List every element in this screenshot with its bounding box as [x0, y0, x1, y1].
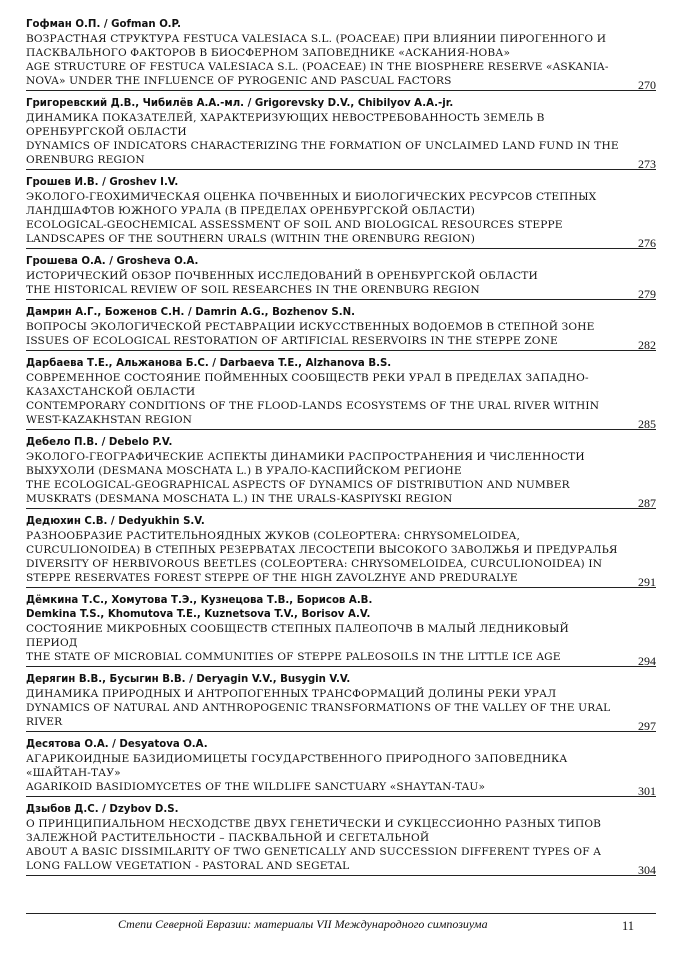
- entry-authors: Дебело П.В. / Debelo P.V.: [26, 437, 173, 448]
- entry-page-number: 304: [638, 863, 656, 877]
- entry-authors: Гофман О.П. / Gofman O.P.: [26, 19, 181, 30]
- entry-authors: Грошева О.А. / Grosheva O.A.: [26, 256, 199, 267]
- entry-title-ru: ДИНАМИКА ПРИРОДНЫХ И АНТРОПОГЕННЫХ ТРАНСФОРМАЦИЙ ДОЛИНЫ РЕКИ УРАЛ: [26, 688, 557, 700]
- entry-title-en: AGE STRUCTURE OF FESTUCA VALESIACA S.L. (POACEAE) IN THE BIOSPHERE RESERVE «ASKANIA-NOVA» UNDER THE INFLUENCE OF PYROGENIC AND PASCUAL FACTORS: [26, 61, 609, 87]
- table-of-contents: [26, 18, 656, 882]
- entry-authors: Дедюхин С.В. / Dedyukhin S.V.: [26, 516, 205, 527]
- entry-authors: Григоревский Д.В., Чибилёв А.А.-мл. / Grigorevsky D.V., Chibilyov A.A.-jr.: [26, 98, 454, 109]
- toc-entry: [26, 594, 656, 667]
- toc-entry: [26, 357, 656, 430]
- entry-title-en: THE ECOLOGICAL-GEOGRAPHICAL ASPECTS OF DYNAMICS OF DISTRIBUTION AND NUMBER MUSKRATS (DESMANA MOSCHATA L.) IN THE URALS-KASPIYSKI REGION: [26, 479, 570, 505]
- toc-entry: [26, 176, 656, 249]
- entry-page-number: 294: [638, 654, 656, 668]
- entry-title-en: DYNAMICS OF INDICATORS CHARACTERIZING THE FORMATION OF UNCLAIMED LAND FUND IN THE ORENBURG REGION: [26, 140, 619, 166]
- entry-page-number: 297: [638, 719, 656, 733]
- toc-entry: [26, 738, 656, 797]
- toc-entry: [26, 436, 656, 509]
- entry-title-ru: СОСТОЯНИЕ МИКРОБНЫХ СООБЩЕСТВ СТЕПНЫХ ПАЛЕОПОЧВ В МАЛЫЙ ЛЕДНИКОВЫЙ ПЕРИОД: [26, 623, 569, 649]
- entry-title-ru: ВОПРОСЫ ЭКОЛОГИЧЕСКОЙ РЕСТАВРАЦИИ ИСКУССТВЕННЫХ ВОДОЕМОВ В СТЕПНОЙ ЗОНЕ: [26, 321, 595, 333]
- entry-title-en: CONTEMPORARY CONDITIONS OF THE FLOOD-LANDS ECOSYSTEMS OF THE URAL RIVER WITHIN WEST-KAZAKHSTAN REGION: [26, 400, 600, 426]
- toc-entry: [26, 515, 656, 588]
- entry-authors: Дерягин В.В., Бусыгин В.В. / Deryagin V.V., Busygin V.V.: [26, 674, 351, 685]
- entry-page-number: 276: [638, 236, 656, 250]
- entry-title-en: ABOUT A BASIC DISSIMILARITY OF TWO GENETICALLY AND SUCCESSION DIFFERENT TYPES OF A LONG FALLOW VEGETATION - PASTORAL AND SEGETAL: [26, 846, 602, 872]
- toc-entry: [26, 255, 656, 300]
- entry-title-en: DYNAMICS OF NATURAL AND ANTHROPOGENIC TRANSFORMATIONS OF THE VALLEY OF THE URAL RIVER: [26, 702, 611, 728]
- entry-authors: Дамрин А.Г., Боженов С.Н. / Damrin A.G., Bozhenov S.N.: [26, 307, 355, 318]
- toc-entry: [26, 306, 656, 351]
- entry-page-number: 287: [638, 496, 656, 510]
- entry-authors: Дзыбов Д.С. / Dzybov D.S.: [26, 804, 179, 815]
- entry-title-ru: ЭКОЛОГО-ГЕОХИМИЧЕСКАЯ ОЦЕНКА ПОЧВЕННЫХ И БИОЛОГИЧЕСКИХ РЕСУРСОВ СТЕПНЫХ ЛАНДШАФТОВ ЮЖНОГО УРАЛА (В ПРЕДЕЛАХ ОРЕНБУРГСКОЙ ОБЛАСТИ): [26, 191, 597, 217]
- entry-title-en: THE HISTORICAL REVIEW OF SOIL RESEARCHES IN THE ORENBURG REGION: [26, 284, 480, 296]
- toc-entry: [26, 18, 656, 91]
- entry-title-ru: ДИНАМИКА ПОКАЗАТЕЛЕЙ, ХАРАКТЕРИЗУЮЩИХ НЕВОСТРЕБОВАННОСТЬ ЗЕМЕЛЬ В ОРЕНБУРГСКОЙ ОБЛАСТИ: [26, 112, 545, 138]
- entry-title-en: AGARIKOID BASIDIOMYCETES OF THE WILDLIFE SANCTUARY «SHAYTAN-TAU»: [26, 781, 486, 793]
- entry-authors: Дарбаева Т.Е., Альжанова Б.С. / Darbaeva T.E., Alzhanova B.S.: [26, 358, 392, 369]
- entry-title-ru: ЭКОЛОГО-ГЕОГРАФИЧЕСКИЕ АСПЕКТЫ ДИНАМИКИ РАСПРОСТРАНЕНИЯ И ЧИСЛЕННОСТИ ВЫХУХОЛИ (DESMANA MOSCHATA L.) В УРАЛО-КАСПИЙСКОМ РЕГИОНЕ: [26, 451, 585, 477]
- entry-title-en: DIVERSITY OF HERBIVOROUS BEETLES (COLEOPTERA: CHRYSOMELOIDEA, CURCULIONOIDEA) IN STEPPE RESERVATES FOREST STEPPE OF THE HIGH ZAVOLZHYE AND PREDURALYE: [26, 558, 603, 584]
- entry-title-ru: РАЗНООБРАЗИЕ РАСТИТЕЛЬНОЯДНЫХ ЖУКОВ (COLEOPTERA: CHRYSOMELOIDEA, CURCULIONOIDEA) В СТЕПНЫХ РЕЗЕРВАТАХ ЛЕСОСТЕПИ ВЫСОКОГО ЗАВОЛЖЬЯ И ПРЕДУРАЛЬЯ: [26, 530, 618, 556]
- entry-authors-en: Demkina T.S., Khomutova T.E., Kuznetsova T.V., Borisov A.V.: [26, 609, 371, 620]
- entry-page-number: 273: [638, 157, 656, 171]
- entry-title-ru: ВОЗРАСТНАЯ СТРУКТУРА FESTUCA VALESIACA S.L. (POACEAE) ПРИ ВЛИЯНИИ ПИРОГЕННОГО И ПАСКВАЛЬНОГО ФАКТОРОВ В БИОСФЕРНОМ ЗАПОВЕДНИКЕ «АСКАНИЯ-НОВА»: [26, 33, 607, 59]
- entry-authors: Грошев И.В. / Groshev I.V.: [26, 177, 179, 188]
- entry-authors: Десятова О.А. / Desyatova O.A.: [26, 739, 208, 750]
- entry-page-number: 282: [638, 338, 656, 352]
- entry-page-number: 301: [638, 784, 656, 798]
- toc-entry: [26, 97, 656, 170]
- entry-page-number: 285: [638, 417, 656, 431]
- entry-title-en: THE STATE OF MICROBIAL COMMUNITIES OF STEPPE PALEOSOILS IN THE LITTLE ICE AGE: [26, 651, 561, 663]
- entry-title-ru: АГАРИКОИДНЫЕ БАЗИДИОМИЦЕТЫ ГОСУДАРСТВЕННОГО ПРИРОДНОГО ЗАПОВЕДНИКА «ШАЙТАН-ТАУ»: [26, 753, 568, 779]
- entry-title-en: ISSUES OF ECOLOGICAL RESTORATION OF ARTIFICIAL RESERVOIRS IN THE STEPPE ZONE: [26, 335, 558, 347]
- entry-title-ru: О ПРИНЦИПИАЛЬНОМ НЕСХОДСТВЕ ДВУХ ГЕНЕТИЧЕСКИ И СУКЦЕССИОННО РАЗНЫХ ТИПОВ ЗАЛЕЖНОЙ РАСТИТЕЛЬНОСТИ – ПАСКВАЛЬНОЙ И СЕГЕТАЛЬНОЙ: [26, 818, 602, 844]
- entry-title-ru: ИСТОРИЧЕСКИЙ ОБЗОР ПОЧВЕННЫХ ИССЛЕДОВАНИЙ В ОРЕНБУРГСКОЙ ОБЛАСТИ: [26, 270, 538, 282]
- toc-entry: [26, 803, 656, 876]
- running-footer: Степи Северной Евразии: материалы VII Международного симпозиума: [118, 917, 488, 931]
- entry-page-number: 291: [638, 575, 656, 589]
- entry-page-number: 279: [638, 287, 656, 301]
- entry-title-en: ECOLOGICAL-GEOCHEMICAL ASSESSMENT OF SOIL AND BIOLOGICAL RESOURCES STEPPE LANDSCAPES OF THE SOUTHERN URALS (WITHIN THE ORENBURG REGION): [26, 219, 563, 245]
- footer-page-number: 11: [622, 919, 635, 933]
- entry-authors: [26, 594, 620, 622]
- entry-page-number: 270: [638, 78, 656, 92]
- entry-authors-ru: Дёмкина Т.С., Хомутова Т.Э., Кузнецова Т.В., Борисов А.В.: [26, 595, 373, 606]
- footer-divider: [26, 913, 656, 914]
- toc-entry: [26, 673, 656, 732]
- entry-title-ru: СОВРЕМЕННОЕ СОСТОЯНИЕ ПОЙМЕННЫХ СООБЩЕСТВ РЕКИ УРАЛ В ПРЕДЕЛАХ ЗАПАДНО-КАЗАХСТАНСКОЙ ОБЛАСТИ: [26, 372, 589, 398]
